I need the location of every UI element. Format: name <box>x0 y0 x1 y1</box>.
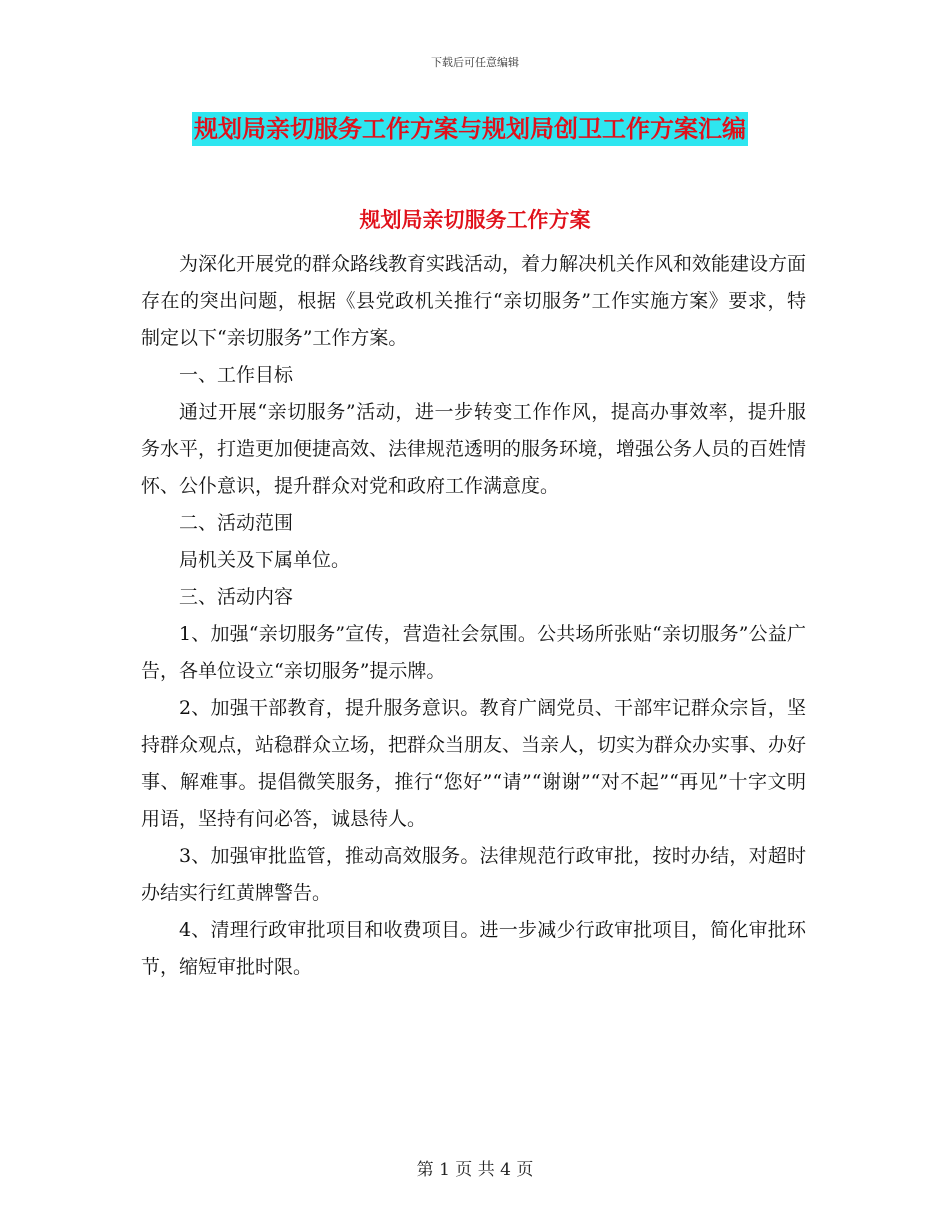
header-note: 下载后可任意编辑 <box>431 56 519 69</box>
paragraph-activity-scope: 局机关及下属单位。 <box>179 549 351 571</box>
section-title: 规划局亲切服务工作方案 <box>359 208 591 232</box>
paragraph-item-3: 3、加强审批监管，推动高效服务。法律规范行政审批，按时办结，对超时办结实行红黄牌警告。 <box>141 845 806 904</box>
paragraph-item-1: 1、加强“亲切服务”宣传，营造社会氛围。公共场所张贴“亲切服务”公益广告，各单位设立“亲切服务”提示牌。 <box>141 623 806 682</box>
paragraph-item-2: 2、加强干部教育，提升服务意识。教育广阔党员、干部牢记群众宗旨，坚持群众观点，站稳群众立场，把群众当朋友、当亲人，切实为群众办实事、办好事、解难事。提倡微笑服务，推行“您好”“请”“谢谢”“对不起”“再见”十字文明用语，坚持有问必答，诚恳待人。 <box>141 697 807 830</box>
heading-work-goals: 一、工作目标 <box>179 364 294 386</box>
heading-activity-scope: 二、活动范围 <box>179 512 294 534</box>
paragraph-work-goals: 通过开展“亲切服务”活动，进一步转变工作作风，提高办事效率，提升服务水平，打造更加便捷高效、法律规范透明的服务环境，增强公务人员的百姓情怀、公仆意识，提升群众对党和政府工作满意度。 <box>141 401 807 497</box>
document-body <box>141 246 806 986</box>
paragraph-item-4: 4、清理行政审批项目和收费项目。进一步减少行政审批项目，简化审批环节，缩短审批时限。 <box>141 919 806 978</box>
document-main-title: 规划局亲切服务工作方案与规划局创卫工作方案汇编 <box>192 112 748 146</box>
heading-activity-content: 三、活动内容 <box>179 586 294 608</box>
paragraph-intro: 为深化开展党的群众路线教育实践活动，着力解决机关作风和效能建设方面存在的突出问题，根据《县党政机关推行“亲切服务”工作实施方案》要求，特制定以下“亲切服务”工作方案。 <box>141 253 807 349</box>
page-number-footer: 第 1 页 共 4 页 <box>416 1160 534 1180</box>
